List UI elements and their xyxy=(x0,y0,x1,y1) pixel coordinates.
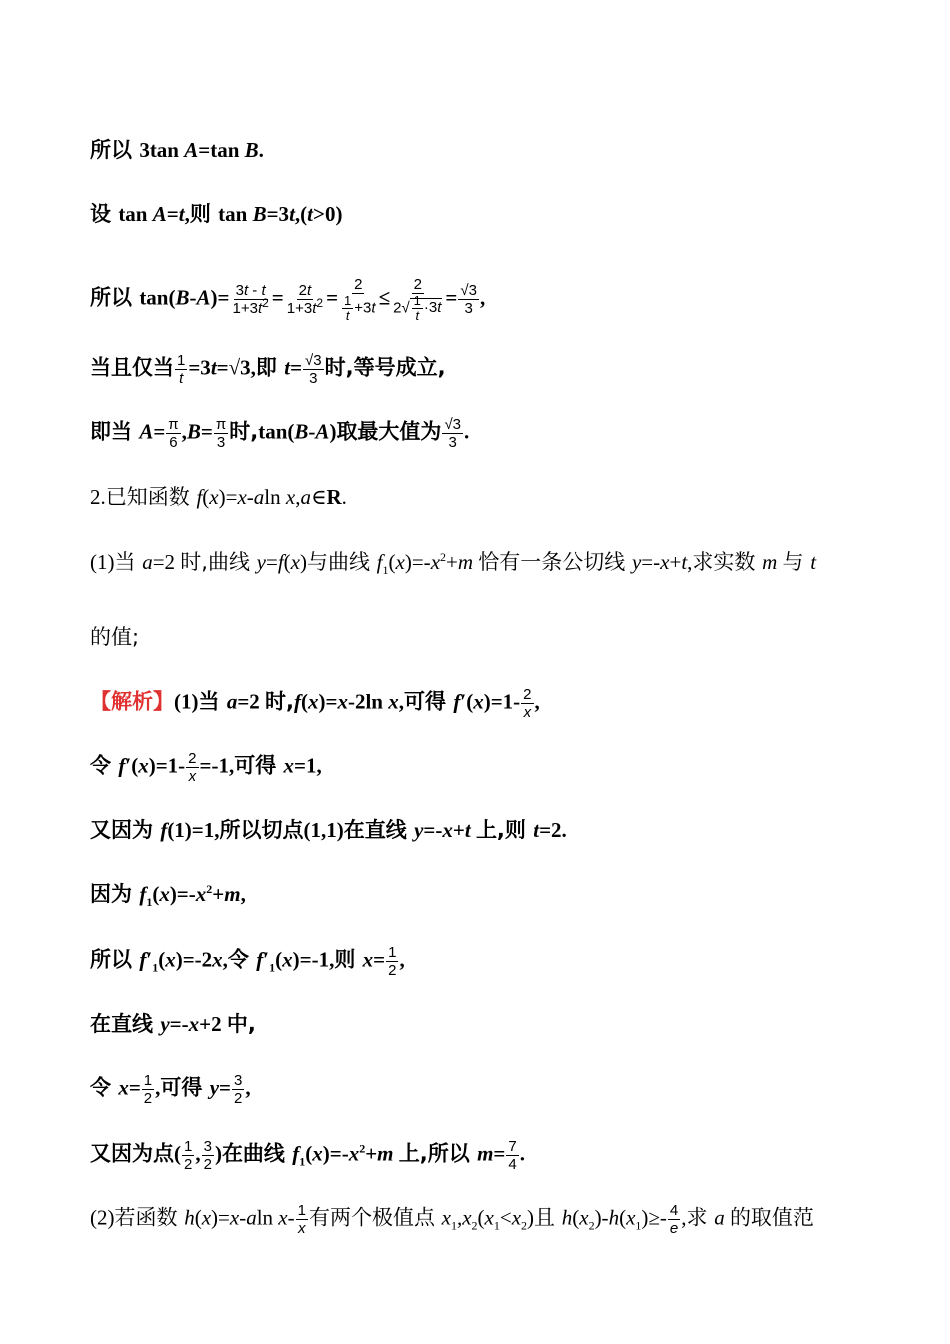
solution-line-7: 令 x= $\frac{1}{2}$ ,可得 y= $\frac{3}{2}$ , xyxy=(90,1072,251,1107)
question-2-part-1: (1)当 a=2 时,曲线 y=f(x)与曲线 $f_1(x)=-x^2+m$ 恰有一条公切线 y=-x+t,求实数 m 与 t xyxy=(90,550,817,578)
fraction: $\frac{2t}{1+3t^2}$ xyxy=(286,282,324,317)
solution-line-5: 所以 $f'_1(x)=-2x$,令 $f'_1(x)=-1$,则 x= $\frac{1}{2}$ , xyxy=(90,944,405,979)
solution-line-1: 【解析】(1)当 a=2 时,f(x)=x-2ln x,可得 f′(x)=1- $\frac{2}{x}$ , xyxy=(90,686,540,721)
question-2-part-1-cont: 的值; xyxy=(90,625,140,649)
fraction: 2 2√ $\frac{1}{t}$ ·3t xyxy=(393,276,442,323)
fraction: 2 $\frac{1}{t}$ +3t xyxy=(344,276,376,323)
line-4: 当且仅当 $\frac{1}{t}$ =3t=√3,即 t= $\frac{√3}{3}$ 时,等号成立, xyxy=(90,352,446,387)
solution-line-2: 令 f′(x)=1- $\frac{2}{x}$ =-1,可得 x=1, xyxy=(90,750,322,785)
line-2: 设 tan A=t,则 tan B=3t,(t>0) xyxy=(90,202,343,226)
solution-line-3: 又因为 f(1)=1,所以切点(1,1)在直线 y=-x+t 上,则 t=2. xyxy=(90,818,567,842)
question-2: 2.已知函数 f(x)=x-aln x,a∈R. xyxy=(90,485,347,509)
line-3-formula: 所以 tan(B-A)= $\frac{3t - t}{1+3t^2}$ = $\frac{2t}{1+3t^2}$ = 2 $\frac{1}{t}$ +3t ≤ 2 2√ $\frac{1}{t}$ ·3t = $\frac{√3}{3}$ , xyxy=(90,276,486,323)
solution-tag: 【解析】 xyxy=(90,689,174,714)
solution-line-6: 在直线 y=-x+2 中, xyxy=(90,1012,256,1036)
line-5: 即当 A= $\frac{\pi}{6}$ ,B= $\frac{\pi}{3}$ 时,tan(B-A)取最大值为 $\frac{√3}{3}$ . xyxy=(90,416,470,451)
fraction: $\frac{√3}{3}$ xyxy=(460,282,477,317)
question-2-part-2: (2)若函数 h(x)=x-aln x- $\frac{1}{x}$ 有两个极值点 $x_1,x_2(x_1<x_2)$且 $h(x_2)-h(x_1)\ge-$ $\frac{4}{e}$ ,求 a 的取值范 xyxy=(90,1202,814,1237)
text: 所以 xyxy=(90,138,140,162)
line-1: 所以 3tan A=tan B. xyxy=(90,138,264,162)
fraction: $\frac{3t - t}{1+3t^2}$ xyxy=(232,282,269,317)
solution-line-4: 因为 $f_1(x)=-x^2+m$, xyxy=(90,882,246,910)
solution-line-8: 又因为点( $\frac{1}{2}$ , $\frac{3}{2}$ )在曲线 $f_1(x)=-x^2+m$ 上,所以 m= $\frac{7}{4}$ . xyxy=(90,1138,525,1173)
